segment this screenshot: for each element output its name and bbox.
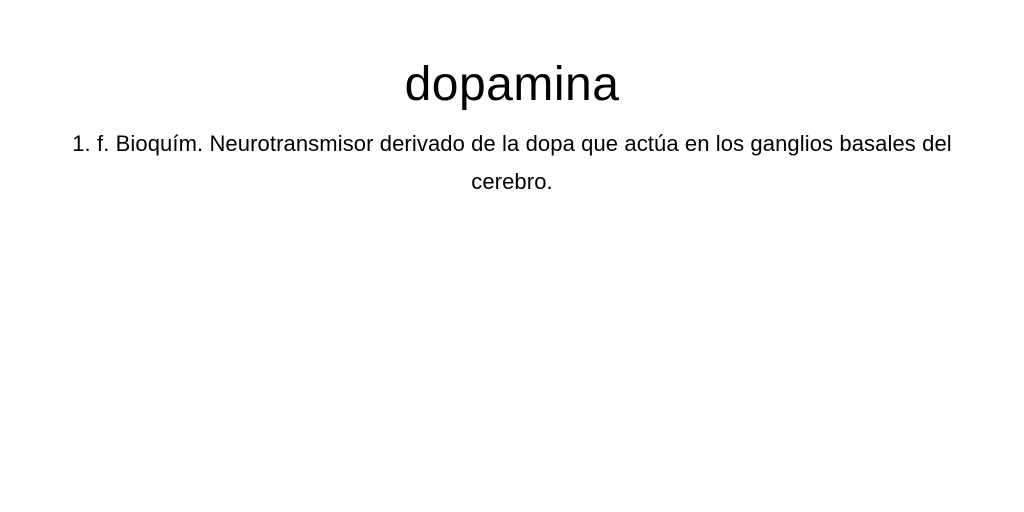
definition-text: 1. f. Bioquím. Neurotransmisor derivado de la dopa que actúa en los ganglios basales del cerebro. bbox=[72, 131, 952, 194]
headword: dopamina bbox=[404, 58, 620, 111]
